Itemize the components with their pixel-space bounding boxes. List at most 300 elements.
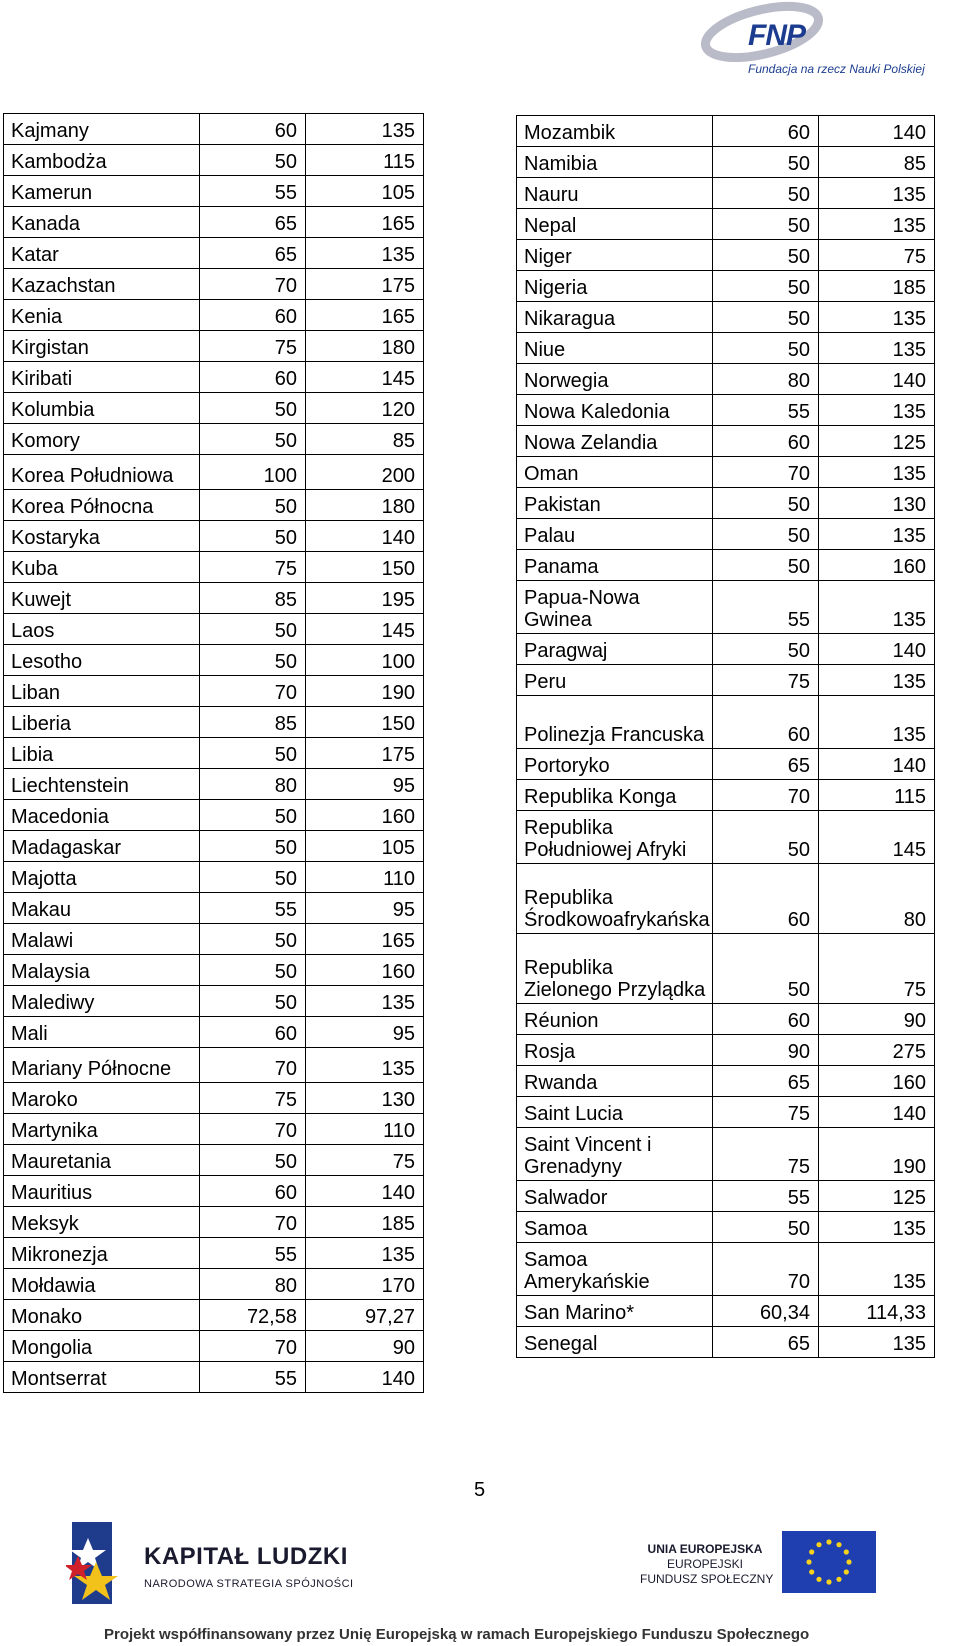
eu-star-icon [826, 1539, 831, 1544]
rate-cell-1: 50 [713, 240, 819, 271]
country-cell: Republika Południowej Afryki [517, 811, 713, 864]
country-cell: Norwegia [517, 364, 713, 395]
country-cell: Nauru [517, 178, 713, 209]
country-cell: Korea Południowa [4, 455, 200, 490]
rate-cell-1: 70 [200, 1114, 306, 1145]
country-cell: Samoa Amerykańskie [517, 1243, 713, 1296]
table-row [517, 178, 935, 209]
rate-cell-1: 50 [200, 393, 306, 424]
country-cell: Liban [4, 676, 200, 707]
table-row [517, 116, 935, 147]
rate-cell-1: 75 [713, 665, 819, 696]
table-row [4, 393, 424, 424]
table-row [517, 1035, 935, 1066]
rate-cell-1: 50 [200, 521, 306, 552]
country-cell: Katar [4, 238, 200, 269]
table-row [517, 811, 935, 864]
country-cell: Niger [517, 240, 713, 271]
rate-cell-1: 70 [200, 269, 306, 300]
country-cell: Makau [4, 893, 200, 924]
rate-cell-1: 80 [200, 769, 306, 800]
table-row [4, 424, 424, 455]
country-cell: Kuba [4, 552, 200, 583]
rate-cell-1: 70 [200, 1048, 306, 1083]
country-cell: Kenia [4, 300, 200, 331]
rate-cell-2: 140 [306, 1176, 424, 1207]
table-row [4, 1017, 424, 1048]
table-row [4, 331, 424, 362]
country-cell: Salwador [517, 1181, 713, 1212]
rate-cell-1: 65 [713, 1327, 819, 1358]
rate-cell-2: 150 [306, 552, 424, 583]
rate-cell-1: 65 [200, 207, 306, 238]
rate-cell-1: 70 [713, 457, 819, 488]
country-cell: Pakistan [517, 488, 713, 519]
rate-cell-2: 125 [819, 1181, 935, 1212]
rate-cell-2: 135 [819, 302, 935, 333]
table-row [4, 645, 424, 676]
country-cell: Laos [4, 614, 200, 645]
rate-cell-2: 135 [819, 1327, 935, 1358]
eu-star-icon [816, 1577, 821, 1582]
rate-cell-1: 50 [200, 645, 306, 676]
country-cell: Majotta [4, 862, 200, 893]
table-row [517, 1327, 935, 1358]
country-cell: Macedonia [4, 800, 200, 831]
rate-cell-2: 190 [306, 676, 424, 707]
rate-cell-1: 72,58 [200, 1300, 306, 1331]
eu-star-icon [836, 1577, 841, 1582]
eu-flag-icon [782, 1531, 876, 1593]
rate-cell-2: 75 [819, 240, 935, 271]
table-row [517, 364, 935, 395]
rate-cell-2: 115 [306, 145, 424, 176]
country-cell: Mikronezja [4, 1238, 200, 1269]
table-row [4, 490, 424, 521]
rate-cell-1: 60 [713, 116, 819, 147]
rate-cell-2: 275 [819, 1035, 935, 1066]
table-row [517, 581, 935, 634]
rate-cell-1: 50 [713, 271, 819, 302]
rate-cell-1: 60 [713, 864, 819, 934]
rate-cell-2: 135 [306, 986, 424, 1017]
eu-star-icon [844, 1569, 849, 1574]
rate-cell-2: 160 [819, 1066, 935, 1097]
country-cell: Panama [517, 550, 713, 581]
table-row [4, 955, 424, 986]
table-row [4, 676, 424, 707]
table-row [4, 583, 424, 614]
rate-cell-1: 50 [713, 519, 819, 550]
rate-cell-1: 70 [200, 1207, 306, 1238]
rate-cell-1: 85 [200, 583, 306, 614]
table-row [517, 488, 935, 519]
country-cell: Korea Północna [4, 490, 200, 521]
rate-cell-2: 105 [306, 176, 424, 207]
rate-cell-1: 60 [713, 1004, 819, 1035]
country-cell: Mauretania [4, 1145, 200, 1176]
country-cell: Montserrat [4, 1362, 200, 1393]
table-row [517, 780, 935, 811]
country-cell: Malawi [4, 924, 200, 955]
rate-cell-1: 65 [713, 1066, 819, 1097]
table-row [4, 924, 424, 955]
country-cell: Kirgistan [4, 331, 200, 362]
rates-table-right [516, 115, 935, 1358]
kapital-ludzki-logo-icon [66, 1518, 136, 1608]
fnp-logo [690, 0, 960, 82]
table-row [517, 864, 935, 934]
country-cell: Kajmany [4, 114, 200, 145]
country-cell: Liberia [4, 707, 200, 738]
rate-cell-1: 50 [200, 862, 306, 893]
country-cell: San Marino* [517, 1296, 713, 1327]
rate-cell-1: 55 [713, 395, 819, 426]
table-row [4, 1048, 424, 1083]
rate-cell-2: 140 [819, 364, 935, 395]
table-row [4, 862, 424, 893]
country-cell: Malaysia [4, 955, 200, 986]
rate-cell-1: 50 [200, 800, 306, 831]
rate-cell-2: 110 [306, 1114, 424, 1145]
rate-cell-2: 75 [306, 1145, 424, 1176]
rate-cell-2: 90 [819, 1004, 935, 1035]
rate-cell-2: 150 [306, 707, 424, 738]
country-cell: Kuwejt [4, 583, 200, 614]
rates-table-left [3, 113, 424, 1393]
rate-cell-2: 165 [306, 924, 424, 955]
rate-cell-1: 60 [200, 362, 306, 393]
table-row [4, 521, 424, 552]
table-row [4, 1083, 424, 1114]
country-cell: Papua-Nowa Gwinea [517, 581, 713, 634]
eu-star-icon [809, 1569, 814, 1574]
country-cell: Martynika [4, 1114, 200, 1145]
rate-cell-1: 100 [200, 455, 306, 490]
table-row [517, 1097, 935, 1128]
rate-cell-2: 135 [819, 1243, 935, 1296]
rate-cell-1: 75 [200, 1083, 306, 1114]
table-row [4, 145, 424, 176]
table-row [4, 800, 424, 831]
country-cell: Rosja [517, 1035, 713, 1066]
rate-cell-1: 50 [713, 934, 819, 1004]
eu-fund-label [640, 1542, 774, 1587]
country-cell: Namibia [517, 147, 713, 178]
rate-cell-1: 50 [713, 811, 819, 864]
country-cell: Republika Środkowoafrykańska [517, 864, 713, 934]
rate-cell-2: 135 [819, 178, 935, 209]
country-cell: Mariany Północne [4, 1048, 200, 1083]
country-cell: Maroko [4, 1083, 200, 1114]
rate-cell-1: 55 [713, 581, 819, 634]
kapital-ludzki-title: KAPITAŁ LUDZKI [144, 1543, 348, 1570]
country-cell: Komory [4, 424, 200, 455]
rate-cell-2: 95 [306, 893, 424, 924]
country-cell: Mauritius [4, 1176, 200, 1207]
rate-cell-1: 85 [200, 707, 306, 738]
rate-cell-2: 135 [306, 238, 424, 269]
rate-cell-2: 110 [306, 862, 424, 893]
rate-cell-2: 200 [306, 455, 424, 490]
rate-cell-1: 50 [200, 490, 306, 521]
table-row [4, 614, 424, 645]
country-cell: Nowa Zelandia [517, 426, 713, 457]
table-row [4, 238, 424, 269]
country-cell: Madagaskar [4, 831, 200, 862]
country-cell: Mongolia [4, 1331, 200, 1362]
rate-cell-2: 90 [306, 1331, 424, 1362]
rate-cell-1: 50 [713, 302, 819, 333]
fnp-logo-text: FNP [748, 19, 805, 52]
rate-cell-1: 55 [200, 176, 306, 207]
eu-star-icon [836, 1542, 841, 1547]
table-row [517, 395, 935, 426]
rate-cell-2: 97,27 [306, 1300, 424, 1331]
table-row [517, 302, 935, 333]
table-row [517, 749, 935, 780]
table-row [517, 1004, 935, 1035]
table-row [4, 1238, 424, 1269]
rate-cell-1: 50 [713, 178, 819, 209]
table-row [517, 1212, 935, 1243]
country-cell: Liechtenstein [4, 769, 200, 800]
rate-cell-1: 65 [200, 238, 306, 269]
rate-cell-1: 55 [200, 1238, 306, 1269]
rate-cell-2: 140 [306, 1362, 424, 1393]
table-row [517, 1243, 935, 1296]
table-row [4, 893, 424, 924]
rate-cell-2: 195 [306, 583, 424, 614]
table-row [517, 1128, 935, 1181]
eu-label-line2: EUROPEJSKI [666, 1557, 744, 1571]
eu-star-icon [809, 1549, 814, 1554]
rate-cell-2: 135 [819, 333, 935, 364]
rate-cell-2: 175 [306, 738, 424, 769]
rate-cell-2: 185 [819, 271, 935, 302]
rate-cell-2: 120 [306, 393, 424, 424]
rate-cell-2: 140 [819, 634, 935, 665]
rate-cell-2: 170 [306, 1269, 424, 1300]
country-cell: Lesotho [4, 645, 200, 676]
table-row [4, 455, 424, 490]
rate-cell-1: 55 [200, 1362, 306, 1393]
rate-cell-2: 140 [819, 116, 935, 147]
eu-label-line1: UNIA EUROPEJSKA [647, 1542, 763, 1556]
rate-cell-2: 190 [819, 1128, 935, 1181]
country-cell: Kanada [4, 207, 200, 238]
table-row [517, 665, 935, 696]
table-row [517, 426, 935, 457]
eu-label-line3: FUNDUSZ SPOŁECZNY [640, 1572, 774, 1586]
table-row [4, 300, 424, 331]
rate-cell-2: 75 [819, 934, 935, 1004]
rate-cell-2: 135 [819, 665, 935, 696]
rate-cell-2: 140 [819, 1097, 935, 1128]
country-cell: Kiribati [4, 362, 200, 393]
rate-cell-2: 85 [819, 147, 935, 178]
rate-cell-2: 114,33 [819, 1296, 935, 1327]
table-row [4, 1362, 424, 1393]
rate-cell-1: 70 [200, 676, 306, 707]
rate-cell-2: 135 [819, 696, 935, 749]
country-cell: Saint Vincent i Grenadyny [517, 1128, 713, 1181]
country-cell: Oman [517, 457, 713, 488]
table-row [4, 1300, 424, 1331]
rate-cell-1: 90 [713, 1035, 819, 1066]
table-row [4, 269, 424, 300]
rate-cell-1: 50 [200, 738, 306, 769]
rate-cell-1: 80 [200, 1269, 306, 1300]
rate-cell-2: 160 [819, 550, 935, 581]
rate-cell-2: 115 [819, 780, 935, 811]
country-cell: Samoa [517, 1212, 713, 1243]
rate-cell-2: 135 [819, 395, 935, 426]
country-cell: Mołdawia [4, 1269, 200, 1300]
rate-cell-2: 145 [819, 811, 935, 864]
table-row [4, 1207, 424, 1238]
table-row [4, 1331, 424, 1362]
country-cell: Mozambik [517, 116, 713, 147]
country-cell: Portoryko [517, 749, 713, 780]
country-cell: Nowa Kaledonia [517, 395, 713, 426]
table-row [517, 1181, 935, 1212]
rate-cell-1: 75 [200, 331, 306, 362]
rate-cell-2: 160 [306, 955, 424, 986]
country-cell: Nigeria [517, 271, 713, 302]
rate-cell-2: 140 [306, 521, 424, 552]
rate-cell-2: 165 [306, 300, 424, 331]
rate-cell-1: 70 [713, 780, 819, 811]
rate-cell-2: 135 [819, 581, 935, 634]
table-row [517, 333, 935, 364]
eu-star-icon [846, 1559, 851, 1564]
rate-cell-1: 60 [200, 300, 306, 331]
table-row [517, 209, 935, 240]
rate-cell-1: 50 [713, 333, 819, 364]
table-row [517, 147, 935, 178]
rate-cell-1: 75 [713, 1097, 819, 1128]
rate-cell-2: 180 [306, 331, 424, 362]
rate-cell-2: 100 [306, 645, 424, 676]
rate-cell-1: 80 [713, 364, 819, 395]
eu-star-icon [816, 1542, 821, 1547]
country-cell: Nepal [517, 209, 713, 240]
country-cell: Kazachstan [4, 269, 200, 300]
eu-star-icon [806, 1559, 811, 1564]
country-cell: Kamerun [4, 176, 200, 207]
rate-cell-1: 70 [713, 1243, 819, 1296]
country-cell: Polinezja Francuska [517, 696, 713, 749]
rate-cell-2: 135 [819, 457, 935, 488]
cofinance-note: Projekt współfinansowany przez Unię Europejską w ramach Europejskiego Funduszu Społecznego [104, 1626, 810, 1643]
rate-cell-1: 50 [200, 924, 306, 955]
country-cell: Nikaragua [517, 302, 713, 333]
country-cell: Kostaryka [4, 521, 200, 552]
table-row [517, 271, 935, 302]
rate-cell-2: 140 [819, 749, 935, 780]
country-cell: Republika Konga [517, 780, 713, 811]
rate-cell-1: 60,34 [713, 1296, 819, 1327]
rate-cell-1: 60 [200, 1176, 306, 1207]
country-cell: Saint Lucia [517, 1097, 713, 1128]
table-row [517, 550, 935, 581]
rate-cell-1: 60 [200, 114, 306, 145]
rate-cell-2: 145 [306, 614, 424, 645]
country-cell: Niue [517, 333, 713, 364]
rate-cell-1: 55 [200, 893, 306, 924]
table-row [4, 114, 424, 145]
table-row [4, 1145, 424, 1176]
country-cell: Senegal [517, 1327, 713, 1358]
rate-cell-2: 135 [306, 1048, 424, 1083]
table-row [4, 707, 424, 738]
rate-cell-2: 135 [819, 519, 935, 550]
rate-cell-2: 95 [306, 1017, 424, 1048]
table-row [517, 457, 935, 488]
table-row [4, 831, 424, 862]
rate-cell-2: 135 [819, 209, 935, 240]
rate-cell-1: 50 [200, 145, 306, 176]
table-row [517, 634, 935, 665]
country-cell: Republika Zielonego Przylądka [517, 934, 713, 1004]
rate-cell-1: 70 [200, 1331, 306, 1362]
rate-cell-1: 50 [713, 634, 819, 665]
rate-cell-2: 125 [819, 426, 935, 457]
rate-cell-1: 60 [713, 696, 819, 749]
rate-cell-1: 50 [713, 1212, 819, 1243]
table-row [4, 986, 424, 1017]
rate-cell-2: 80 [819, 864, 935, 934]
table-row [517, 1066, 935, 1097]
rate-cell-1: 50 [200, 831, 306, 862]
rate-cell-1: 60 [713, 426, 819, 457]
country-cell: Kolumbia [4, 393, 200, 424]
country-cell: Palau [517, 519, 713, 550]
rate-cell-2: 105 [306, 831, 424, 862]
rate-cell-2: 135 [819, 1212, 935, 1243]
table-row [517, 934, 935, 1004]
table-row [4, 1269, 424, 1300]
table-row [4, 552, 424, 583]
fnp-logo-subtitle: Fundacja na rzecz Nauki Polskiej [748, 62, 925, 76]
table-row [4, 769, 424, 800]
rate-cell-1: 50 [713, 550, 819, 581]
table-row [517, 240, 935, 271]
rate-cell-1: 50 [200, 955, 306, 986]
country-cell: Mali [4, 1017, 200, 1048]
eu-star-icon [844, 1549, 849, 1554]
rate-cell-1: 65 [713, 749, 819, 780]
kapital-ludzki-subtitle: NARODOWA STRATEGIA SPÓJNOŚCI [144, 1578, 354, 1590]
rate-cell-1: 75 [200, 552, 306, 583]
table-row [4, 176, 424, 207]
rate-cell-1: 60 [200, 1017, 306, 1048]
rate-cell-2: 145 [306, 362, 424, 393]
rate-cell-1: 50 [713, 209, 819, 240]
country-cell: Kambodża [4, 145, 200, 176]
table-row [4, 362, 424, 393]
country-cell: Malediwy [4, 986, 200, 1017]
rate-cell-1: 50 [713, 147, 819, 178]
country-cell: Meksyk [4, 1207, 200, 1238]
country-cell: Réunion [517, 1004, 713, 1035]
table-row [517, 519, 935, 550]
eu-star-icon [826, 1579, 831, 1584]
rate-cell-2: 165 [306, 207, 424, 238]
rate-cell-2: 130 [819, 488, 935, 519]
rate-cell-1: 50 [200, 424, 306, 455]
